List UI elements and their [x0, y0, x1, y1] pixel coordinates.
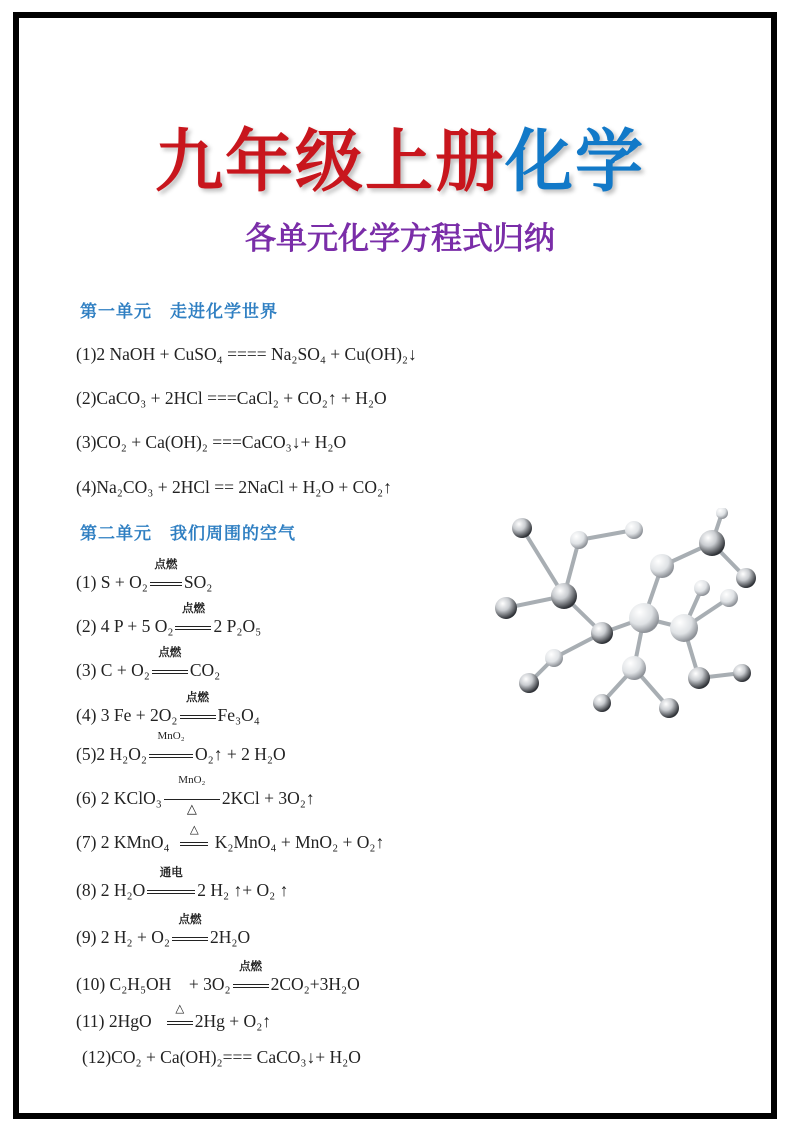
unit1-equation-1: (1)2 NaOH + CuSO₄ ==== Na₂SO₄ + Cu(OH)₂↓	[76, 344, 417, 364]
unit2-equation-11	[76, 1001, 272, 1032]
condition-text: 点燃	[186, 690, 210, 704]
equation-rhs: 2H₂O	[210, 927, 251, 947]
reaction-condition	[233, 959, 269, 995]
equation-rhs: 2 P₂O₅	[213, 616, 262, 636]
equation-lhs: (5)2 H₂O₂	[76, 744, 148, 764]
equation-lhs: (7) 2 KMnO₄	[76, 832, 170, 852]
reaction-condition	[167, 1001, 193, 1032]
unit2-equation-3	[76, 645, 221, 681]
reaction-condition	[150, 557, 182, 593]
title-part-chemistry: 化学	[505, 123, 646, 202]
equation-rhs: K₂MnO₄ + MnO₂ + O₂↑	[214, 832, 385, 852]
reaction-condition	[152, 645, 188, 681]
unit1-equation-4: (4)Na₂CO₃ + 2HCl == 2NaCl + H₂O + CO₂↑	[76, 477, 392, 497]
unit2-equation-1	[76, 557, 213, 593]
equation-rhs: Fe₃O₄	[217, 705, 260, 725]
equation-lhs: (1) S + O₂	[76, 572, 148, 592]
equation-rhs: 2Hg + O₂↑	[194, 1011, 272, 1031]
reaction-condition	[180, 822, 208, 853]
condition-text: MnO₂	[157, 730, 185, 742]
condition-text: MnO₂	[178, 774, 206, 786]
condition-text: 点燃	[158, 645, 182, 659]
condition-text: △	[189, 822, 199, 836]
unit-2-heading: 第二单元 我们周围的空气	[80, 524, 296, 544]
condition-text: 通电	[159, 865, 183, 879]
condition-text: 点燃	[181, 601, 205, 615]
condition-text: 点燃	[178, 912, 202, 926]
unit2-equation-7	[76, 822, 385, 853]
equation-lhs: (4) 3 Fe + 2O₂	[76, 705, 178, 725]
equation-rhs: SO₂	[183, 572, 213, 592]
equation-lhs: (6) 2 KClO₃	[76, 788, 162, 808]
molecule-model-image	[484, 508, 764, 723]
equation-rhs: CO₂	[189, 660, 221, 680]
unit2-equation-5	[76, 730, 286, 765]
condition-text: 点燃	[239, 959, 263, 973]
unit2-equation-6	[76, 774, 315, 816]
equation-lhs: (11) 2HgO	[76, 1011, 152, 1031]
page-title	[0, 108, 800, 205]
unit2-equation-10	[76, 959, 360, 996]
reaction-condition	[175, 601, 211, 637]
equation-lhs: (9) 2 H₂ + O₂	[76, 927, 171, 947]
unit1-equation-2: (2)CaCO₃ + 2HCl ===CaCl₂ + CO₂↑ + H₂O	[76, 388, 387, 408]
condition-text: △	[175, 1001, 185, 1015]
equation-lhs: (3) C + O₂	[76, 660, 150, 680]
condition-text: 点燃	[154, 557, 178, 571]
reaction-condition	[147, 865, 195, 901]
equation-lhs: (10) C₂H₅OH + 3O₂	[76, 974, 231, 994]
unit1-equation-3: (3)CO₂ + Ca(OH)₂ ===CaCO₃↓+ H₂O	[76, 432, 347, 452]
equation-rhs: O₂↑ + 2 H₂O	[195, 744, 286, 764]
equation-rhs: 2KCl + 3O₂↑	[221, 788, 315, 808]
unit2-equation-4	[76, 690, 260, 726]
unit2-equation-2	[76, 601, 262, 637]
equation-lhs: (8) 2 H₂O	[76, 880, 146, 900]
equation-rhs: 2 H₂ ↑+ O₂ ↑	[197, 880, 289, 900]
condition-below-text: △	[186, 801, 197, 816]
reaction-condition	[164, 774, 220, 816]
reaction-condition	[149, 730, 193, 765]
page-subtitle: 各单元化学方程式归纳	[245, 221, 555, 257]
reaction-condition	[180, 690, 216, 726]
equation-lhs: (2) 4 P + 5 O₂	[76, 616, 174, 636]
reaction-condition	[172, 912, 208, 948]
equation-rhs: 2CO₂+3H₂O	[270, 974, 360, 994]
title-part-grade: 九年级上册	[154, 123, 505, 202]
unit-1-heading: 第一单元 走进化学世界	[80, 302, 278, 322]
unit2-equation-8	[76, 865, 289, 901]
unit2-equation-12: (12)CO₂ + Ca(OH)₂=== CaCO₃↓+ H₂O	[82, 1047, 361, 1067]
unit2-equation-9	[76, 912, 251, 948]
